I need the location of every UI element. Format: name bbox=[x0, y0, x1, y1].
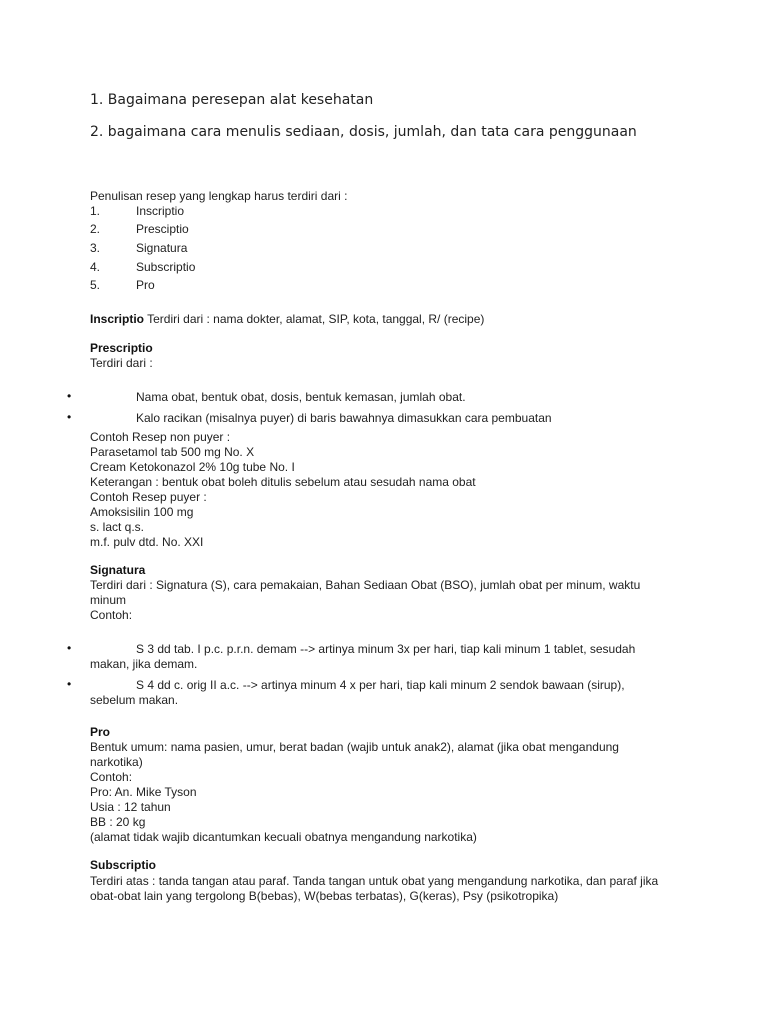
list-label: Signatura bbox=[136, 241, 188, 255]
example-line: Contoh Resep non puyer : bbox=[90, 430, 231, 444]
prescriptio-examples bbox=[90, 430, 670, 550]
pro-line: Contoh: bbox=[90, 770, 133, 784]
prescriptio-intro: Terdiri dari : bbox=[90, 356, 153, 370]
question-1: 1. Bagaimana peresepan alat kesehatan bbox=[90, 92, 374, 108]
signatura-bullet-1-line-1: S 3 dd tab. I p.c. p.r.n. demam --> artinya minum 3x per hari, tiap kali minum 1 tablet, sesudah bbox=[136, 642, 636, 656]
intro-text: Penulisan resep yang lengkap harus terdiri dari : bbox=[90, 189, 348, 203]
list-label: Presciptio bbox=[136, 222, 189, 236]
prescriptio-heading: Prescriptio bbox=[90, 341, 153, 355]
list-number: 2. bbox=[90, 222, 101, 236]
example-line: Parasetamol tab 500 mg No. X bbox=[90, 445, 255, 459]
list-label: Inscriptio bbox=[136, 204, 185, 218]
signatura-bullet-1-line-2: makan, jika demam. bbox=[90, 657, 198, 671]
bullet-marker: • bbox=[67, 641, 72, 655]
inscriptio-heading: Inscriptio bbox=[90, 312, 145, 326]
subscriptio-text: Terdiri atas : tanda tangan atau paraf. Tanda tangan untuk obat yang mengandung narkotika, dan paraf jika obat-obat lain yang tergolong B(bebas), W(bebas terbatas), G(keras), Psy (psikotropika) bbox=[90, 874, 659, 903]
question-2: 2. bagaimana cara menulis sediaan, dosis, jumlah, dan tata cara penggunaan bbox=[90, 124, 637, 140]
signatura-bullet-2-line-2: sebelum makan. bbox=[90, 693, 179, 707]
pro-description: Bentuk umum: nama pasien, umur, berat badan (wajib untuk anak2), alamat (jika obat mengandung narkotika) bbox=[90, 740, 619, 769]
list-label: Subscriptio bbox=[136, 260, 196, 274]
list-number: 4. bbox=[90, 260, 101, 274]
example-line: s. lact q.s. bbox=[90, 520, 145, 534]
example-line: Contoh Resep puyer : bbox=[90, 490, 207, 504]
pro-line: Pro: An. Mike Tyson bbox=[90, 785, 197, 799]
signatura-bullet-2-line-1: S 4 dd c. orig II a.c. --> artinya minum 4 x per hari, tiap kali minum 2 sendok bawaan (sirup), bbox=[136, 678, 625, 692]
pro-line: Usia : 12 tahun bbox=[90, 800, 171, 814]
list-number: 3. bbox=[90, 241, 101, 255]
pro-section bbox=[90, 740, 655, 845]
example-line: Cream Ketokonazol 2% 10g tube No. I bbox=[90, 460, 295, 474]
subscriptio-heading: Subscriptio bbox=[90, 858, 157, 872]
bullet-marker: • bbox=[67, 410, 72, 424]
prescriptio-bullet-2: Kalo racikan (misalnya puyer) di baris bawahnya dimasukkan cara pembuatan bbox=[136, 411, 552, 425]
list-label: Pro bbox=[136, 278, 155, 292]
signatura-contoh: Contoh: bbox=[90, 608, 133, 622]
bullet-marker: • bbox=[67, 389, 72, 403]
prescriptio-bullet-1: Nama obat, bentuk obat, dosis, bentuk kemasan, jumlah obat. bbox=[136, 390, 466, 404]
example-line: Amoksisilin 100 mg bbox=[90, 505, 194, 519]
inscriptio-paragraph bbox=[90, 312, 670, 327]
list-number: 5. bbox=[90, 278, 101, 292]
pro-line: (alamat tidak wajib dicantumkan kecuali obatnya mengandung narkotika) bbox=[90, 830, 477, 844]
pro-heading: Pro bbox=[90, 725, 111, 739]
signatura-description: Terdiri dari : Signatura (S), cara pemakaian, Bahan Sediaan Obat (BSO), jumlah obat per minum, waktu minum bbox=[90, 578, 641, 607]
inscriptio-text: Terdiri dari : nama dokter, alamat, SIP, kota, tanggal, R/ (recipe) bbox=[144, 312, 485, 326]
list-number: 1. bbox=[90, 204, 101, 218]
signatura-heading: Signatura bbox=[90, 563, 146, 577]
example-line: m.f. pulv dtd. No. XXI bbox=[90, 535, 204, 549]
example-line: Keterangan : bentuk obat boleh ditulis sebelum atau sesudah nama obat bbox=[90, 475, 476, 489]
pro-line: BB : 20 kg bbox=[90, 815, 146, 829]
signatura-text bbox=[90, 578, 675, 623]
bullet-marker: • bbox=[67, 677, 72, 691]
